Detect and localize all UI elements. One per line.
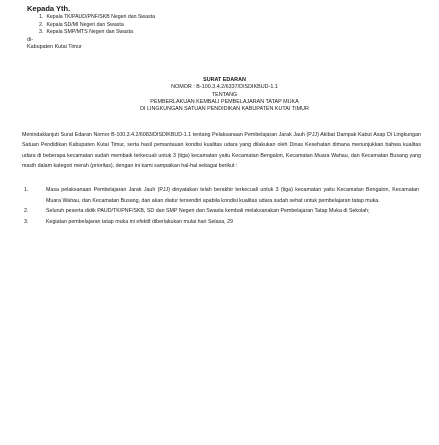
letter-title: SURAT EDARAN [203,76,246,83]
recipient-number: 1. [39,14,44,20]
letter-heading [30,77,419,114]
point-number: 2. [24,208,29,215]
body-paragraph: Menindaklanjuti Surat Edaran Nomor B-100.3.4.2/6083/DISDIKBUD-1.1 tentang Pelaksanaan Pembelajaran Jarak Jauh (PJJ) Akibat Dampak Kabut Asap Di Lingkungan Satuan Pendidikan Kabupaten Kutai Timur, serta hasil pemantauan kondisi kualitas udara yang dilakukan oleh Dinas Kesehatan dimana menunjukkan bahwa kualitas udara di beberapa kecamatan sudah membaik terkecuali untuk 3 (tiga) kecamatan yaitu Kecamatan Bengalon, Kecamatan Muara Wahau, dan Kecamatan Busang yang masih dalam kategori merah (prioritas), dengan ini kami sampaikan hal-hal sebagai berikut : [22,131,421,170]
recipient-item [39,14,419,22]
points-list [22,185,419,227]
location-prefix: di- [27,36,33,43]
recipient-text: Kepala SD/MI Negeri dan Swasta [46,21,124,28]
point-text: Seluruh peserta didik PAUD/TK/PNF/SKB, SD dan SMP Negeri dan Swasta kembali melaksanakan Pembelajaran Tatap Muka di Sekolah; [46,208,370,215]
location-name: Kabupaten Kutai Timur [27,43,82,50]
letter-subject-line-2: DI LINGKUNGAN SATUAN PENDIDIKAN KABUPATEN KUTAI TIMUR [140,106,309,113]
letter-about: TENTANG [211,91,238,98]
recipient-number: 3. [39,29,44,36]
recipient-item [39,22,419,30]
recipient-number: 2. [39,21,44,28]
recipient-list [30,14,419,37]
letter-subject-line-1: PEMBERLAKUAN KEMBALI PEMBELAJARAN TATAP MUKA [150,99,299,105]
recipient-label: Kepada Yth. [27,4,71,13]
point-text: Masa pelaksanaan Pembelajaran Jarak Jauh (PJJ) dinyatakan telah berakhir terkecuali untuk 3 (tiga) kecamatan yaitu Kecamatan Bengalon, Kecamatan Muara Wahau, dan Kecamatan Busang, dan akan diatur tersendiri apabila kondisi kualitas udara sudah sehat untuk pembelajaran tatap muka. [46,187,419,204]
point-number: 1. [24,187,29,194]
point-number: 3. [24,218,29,225]
point-item [22,206,419,216]
recipient-item [39,29,419,37]
point-item [22,217,419,227]
recipient-text: Kepala TK/PAUD/PNF/SKB Negeri dan Swasta [46,14,155,20]
point-item [22,185,419,206]
point-text: Kegiatan pembelajaran tatap muka ini efektif diberlakukan mulai hari Selasa, 29 [46,218,233,225]
letter-number: NOMOR : B-100.3.4.2/6337/DISDIKBUD-1.1 [171,84,278,91]
recipient-text: Kepala SMP/MTS Negeri dan Swasta [46,29,133,36]
